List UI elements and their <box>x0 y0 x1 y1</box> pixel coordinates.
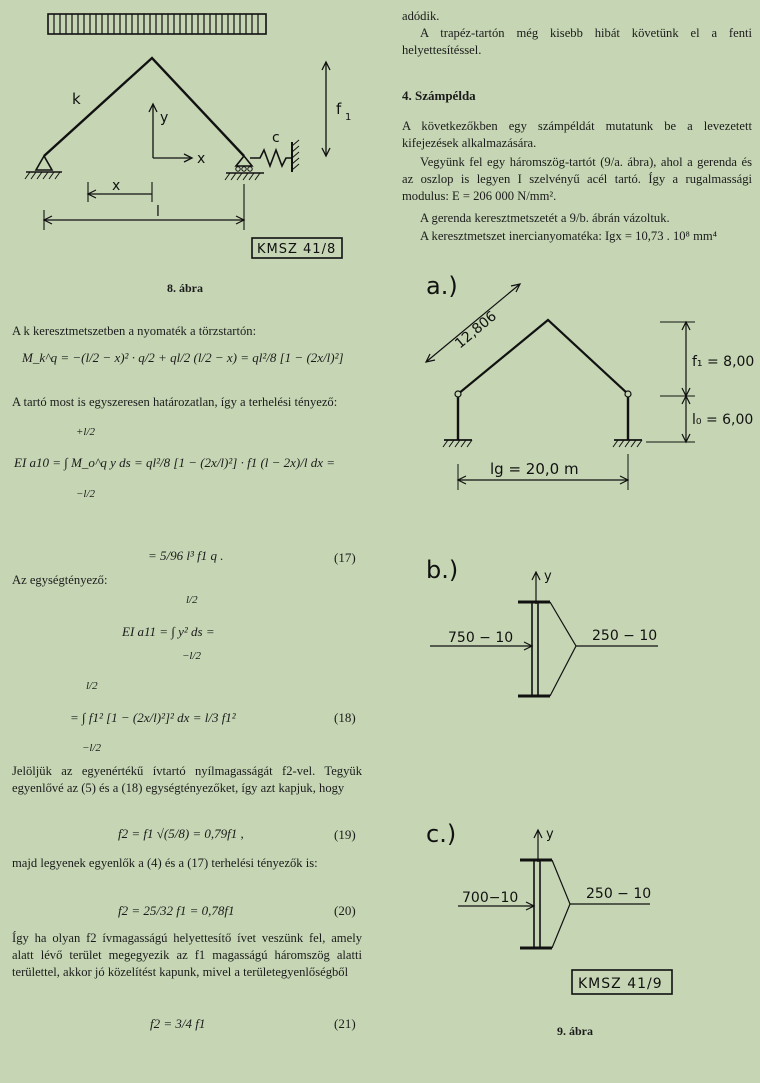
paragraph-trapeze: A trapéz-tartón még kisebb hibát követünk el a fenti helyettesítéssel. <box>402 26 752 57</box>
section-heading: 4. Számpélda <box>402 88 476 103</box>
figure-9 <box>410 268 755 1068</box>
paragraph-moment: A k keresztmetszetben a nyomaték a törzstartón: <box>12 324 257 338</box>
label-9c-flange: 250 − 10 <box>586 886 652 902</box>
equation-a10-text: EI a10 = ∫ M_o^q y ds = ql²/8 [1 − (2x/l)²] · f1 (l − 2x)/l dx = <box>14 455 336 470</box>
equation-18: l/2 −l/2 = ∫ f1² [1 − (2x/l)²]² dx = l/3 f1² <box>70 680 236 754</box>
equation-18-number: (18) <box>334 710 356 725</box>
equation-a11-text: EI a11 = ∫ y² ds = <box>122 624 215 639</box>
equation-mk-text: M_k^q = −(l/2 − x)² · q/2 + ql/2 (l/2 − x) = ql²/8 [1 − (2x/l)²] <box>22 350 344 365</box>
label-x-axis: x <box>197 151 206 167</box>
paragraph-load-factors: majd legyenek egyenlők a (4) és a (17) terhelési tényezők is: <box>12 856 318 870</box>
stamp-kmsz-41-8: KMSZ 41/8 <box>257 242 337 257</box>
paragraph-unit-factor: Az egységtényező: <box>12 573 108 587</box>
label-k: k <box>72 90 81 108</box>
label-diagonal: 12,806 <box>452 308 500 353</box>
equation-a11: l/2 −l/2 EI a11 = ∫ y² ds = <box>122 594 215 662</box>
equation-mk <box>22 348 362 386</box>
label-9c: c.) <box>426 820 457 848</box>
figure-9-caption: 9. ábra <box>557 1024 593 1038</box>
label-9a: a.) <box>426 272 458 300</box>
equation-21-number: (21) <box>334 1016 356 1031</box>
paragraph-intro: A következőkben egy számpéldát mutatunk be a levezetett kifejezések alkalmazására. <box>402 119 752 150</box>
label-c: c <box>272 130 280 146</box>
label-9c-web: 700−10 <box>462 890 519 906</box>
label-f1: f <box>336 100 342 118</box>
label-y: y <box>160 110 169 126</box>
equation-a10: +l/2 −l/2 EI a10 = ∫ M_o^q y ds = ql²/8 [1 − (2x/l)²] · f1 (l − 2x)/l dx = <box>14 432 364 502</box>
label-x-dim: x <box>112 178 121 194</box>
equation-20: f2 = 25/32 f1 = 0,78f1 <box>118 903 235 918</box>
equation-19-number: (19) <box>334 827 356 842</box>
equation-17-number: (17) <box>334 550 356 565</box>
equation-21: f2 = 3/4 f1 <box>150 1016 206 1031</box>
label-l0-value: l₀ = 6,00 <box>692 412 754 428</box>
equation-18-text: = ∫ f1² [1 − (2x/l)²]² dx = l/3 f1² <box>70 710 236 725</box>
equation-20-number: (20) <box>334 903 356 918</box>
label-f1-sub: 1 <box>345 112 352 123</box>
label-9b-y: y <box>544 569 552 584</box>
paragraph-triangle-beam: Vegyünk fel egy háromszög-tartót (9/a. ábra), ahol a gerenda és az oszlop is legyen I szelvényű acél tartó. Így a rugalmassági modulus: E = 206 000 N/mm². <box>402 155 752 203</box>
equation-17: = 5/96 l³ f1 q . <box>148 548 224 563</box>
paragraph-approximation: Így ha olyan f2 ívmagasságú helyettesítő ívet veszünk fel, amely alatt lévő terület megegyezik az f1 magasságú háromszög alatti területtel, akkor jó közelítést kapunk, mivel a területegyenlőségből <box>12 931 362 979</box>
label-l-dim: l <box>156 204 160 220</box>
label-lg-value: lg = 20,0 m <box>490 460 579 478</box>
equation-19: f2 = f1 √(5/8) = 0,79f1 , <box>118 826 244 841</box>
label-9b-web: 750 − 10 <box>448 630 514 646</box>
label-9b: b.) <box>426 556 459 584</box>
paragraph-indeterminate: A tartó most is egyszeresen határozatlan, így a terhelési tényező: <box>12 395 338 409</box>
label-9b-flange: 250 − 10 <box>592 628 658 644</box>
spring <box>250 150 292 166</box>
paragraph-adodik: adódik. <box>402 9 440 23</box>
paragraph-inertia: A keresztmetszet inercianyomatéka: Igx = 10,73 . 10⁸ mm⁴ <box>420 229 718 243</box>
stamp-kmsz-41-9: KMSZ 41/9 <box>578 976 663 992</box>
figure-8 <box>20 6 360 268</box>
label-f1-value: f₁ = 8,00 <box>692 354 755 370</box>
distributed-load-bar <box>48 14 266 34</box>
label-9c-y: y <box>546 827 554 842</box>
paragraph-equivalent-arch: Jelöljük az egyenértékű ívtartó nyílmagasságát f2-vel. Tegyük egyenlővé az (5) és a (18) egységtényezőket, így azt kapjuk, hogy <box>12 764 362 795</box>
figure-8-caption: 8. ábra <box>167 281 203 295</box>
paragraph-cross-section: A gerenda keresztmetszetét a 9/b. ábrán vázoltuk. <box>420 211 670 225</box>
